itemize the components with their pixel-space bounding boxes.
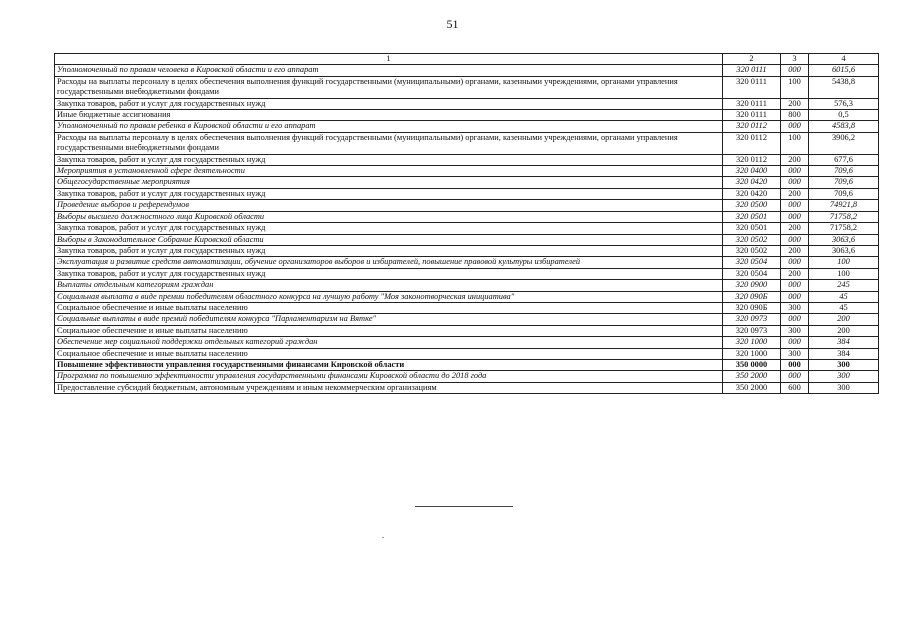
row-name-cell: Закупка товаров, работ и услуг для государственных нужд xyxy=(55,188,723,199)
row-name-cell: Расходы на выплаты персоналу в целях обеспечения выполнения функций государственными (муниципальными) органами, казенными учреждениями, органами управления государственными внебюджетными фондами xyxy=(55,132,723,154)
row-name-cell: Эксплуатация и развитие средств автоматизации, обучение организаторов выборов и избирателей, повышение правовой культуры избирателей xyxy=(55,257,723,268)
row-sum-cell: 45 xyxy=(809,302,879,313)
table-row xyxy=(55,200,879,211)
row-name-cell: Социальное обеспечение и иные выплаты населению xyxy=(55,348,723,359)
table-row xyxy=(55,359,879,370)
row-code-cell: 320 1000 xyxy=(723,337,781,348)
row-code-cell: 320 0501 xyxy=(723,223,781,234)
row-name-cell: Мероприятия в установленной сфере деятельности xyxy=(55,166,723,177)
end-rule xyxy=(415,506,513,507)
row-name-cell: Выборы в Законодательное Собрание Кировской области xyxy=(55,234,723,245)
row-code-cell: 320 0504 xyxy=(723,257,781,268)
row-name-cell: Закупка товаров, работ и услуг для государственных нужд xyxy=(55,98,723,109)
row-code-cell: 320 0111 xyxy=(723,76,781,98)
row-sum-cell: 677,6 xyxy=(809,154,879,165)
table-body xyxy=(55,65,879,394)
table-row xyxy=(55,234,879,245)
row-vr-cell: 300 xyxy=(781,302,809,313)
row-code-cell: 320 0502 xyxy=(723,245,781,256)
row-vr-cell: 000 xyxy=(781,177,809,188)
row-vr-cell: 200 xyxy=(781,188,809,199)
row-sum-cell: 3063,6 xyxy=(809,245,879,256)
row-vr-cell: 200 xyxy=(781,154,809,165)
row-code-cell: 350 0000 xyxy=(723,359,781,370)
row-code-cell: 320 0400 xyxy=(723,166,781,177)
row-code-cell: 320 0111 xyxy=(723,110,781,121)
row-name-cell: Обеспечение мер социальной поддержки отдельных категорий граждан xyxy=(55,337,723,348)
row-code-cell: 350 2000 xyxy=(723,371,781,382)
row-sum-cell: 200 xyxy=(809,314,879,325)
row-sum-cell: 100 xyxy=(809,257,879,268)
row-vr-cell: 000 xyxy=(781,371,809,382)
row-vr-cell: 000 xyxy=(781,166,809,177)
row-sum-cell: 3063,6 xyxy=(809,234,879,245)
row-vr-cell: 100 xyxy=(781,132,809,154)
row-sum-cell: 300 xyxy=(809,371,879,382)
table-row xyxy=(55,132,879,154)
header-col-4: 4 xyxy=(809,54,879,65)
row-code-cell: 320 0112 xyxy=(723,121,781,132)
row-sum-cell: 200 xyxy=(809,325,879,336)
row-sum-cell: 709,6 xyxy=(809,188,879,199)
table-row xyxy=(55,65,879,76)
row-code-cell: 320 0420 xyxy=(723,188,781,199)
row-code-cell: 320 090Б xyxy=(723,291,781,302)
row-name-cell: Закупка товаров, работ и услуг для государственных нужд xyxy=(55,245,723,256)
row-code-cell: 320 0973 xyxy=(723,325,781,336)
row-sum-cell: 6015,6 xyxy=(809,65,879,76)
row-name-cell: Закупка товаров, работ и услуг для государственных нужд xyxy=(55,154,723,165)
row-code-cell: 320 0112 xyxy=(723,132,781,154)
table-row xyxy=(55,177,879,188)
header-col-3: 3 xyxy=(781,54,809,65)
table-row xyxy=(55,371,879,382)
row-name-cell: Предоставление субсидий бюджетным, автономным учреждениям и иным некоммерческим организациям xyxy=(55,382,723,393)
row-name-cell: Программа по повышению эффективности управления государственными финансами Кировской области до 2018 года xyxy=(55,371,723,382)
row-vr-cell: 100 xyxy=(781,76,809,98)
row-code-cell: 320 0973 xyxy=(723,314,781,325)
row-code-cell: 320 0111 xyxy=(723,65,781,76)
scan-speck xyxy=(382,537,384,538)
row-name-cell: Иные бюджетные ассигнования xyxy=(55,110,723,121)
table-row xyxy=(55,314,879,325)
row-sum-cell: 45 xyxy=(809,291,879,302)
row-sum-cell: 3906,2 xyxy=(809,132,879,154)
row-sum-cell: 709,6 xyxy=(809,166,879,177)
row-vr-cell: 000 xyxy=(781,65,809,76)
row-sum-cell: 4583,8 xyxy=(809,121,879,132)
table-row xyxy=(55,337,879,348)
row-name-cell: Проведение выборов и референдумов xyxy=(55,200,723,211)
row-code-cell: 320 0501 xyxy=(723,211,781,222)
header-col-2: 2 xyxy=(723,54,781,65)
row-name-cell: Уполномоченный по правам человека в Кировской области и его аппарат xyxy=(55,65,723,76)
table-row xyxy=(55,121,879,132)
row-vr-cell: 200 xyxy=(781,268,809,279)
row-name-cell: Расходы на выплаты персоналу в целях обеспечения выполнения функций государственными (муниципальными) органами, казенными учреждениями, органами управления государственными внебюджетными фондами xyxy=(55,76,723,98)
row-sum-cell: 74921,8 xyxy=(809,200,879,211)
table-row xyxy=(55,325,879,336)
row-vr-cell: 000 xyxy=(781,121,809,132)
table-row xyxy=(55,280,879,291)
row-sum-cell: 384 xyxy=(809,348,879,359)
row-code-cell: 320 090Б xyxy=(723,302,781,313)
row-vr-cell: 000 xyxy=(781,337,809,348)
table-header-row xyxy=(55,54,879,65)
row-vr-cell: 200 xyxy=(781,245,809,256)
row-name-cell: Социальное обеспечение и иные выплаты населению xyxy=(55,302,723,313)
row-vr-cell: 300 xyxy=(781,348,809,359)
row-code-cell: 320 0504 xyxy=(723,268,781,279)
row-name-cell: Закупка товаров, работ и услуг для государственных нужд xyxy=(55,268,723,279)
row-vr-cell: 800 xyxy=(781,110,809,121)
table-row xyxy=(55,291,879,302)
table-row xyxy=(55,382,879,393)
row-code-cell: 320 1000 xyxy=(723,348,781,359)
row-code-cell: 320 0900 xyxy=(723,280,781,291)
row-code-cell: 320 0500 xyxy=(723,200,781,211)
row-vr-cell: 300 xyxy=(781,325,809,336)
table-row xyxy=(55,166,879,177)
row-vr-cell: 000 xyxy=(781,314,809,325)
row-sum-cell: 384 xyxy=(809,337,879,348)
table-row xyxy=(55,348,879,359)
row-sum-cell: 71758,2 xyxy=(809,211,879,222)
table-row xyxy=(55,154,879,165)
row-name-cell: Выплаты отдельным категориям граждан xyxy=(55,280,723,291)
row-sum-cell: 300 xyxy=(809,359,879,370)
row-sum-cell: 709,6 xyxy=(809,177,879,188)
header-col-1: 1 xyxy=(55,54,723,65)
row-code-cell: 320 0112 xyxy=(723,154,781,165)
table-row xyxy=(55,302,879,313)
table-row xyxy=(55,245,879,256)
row-name-cell: Общегосударственные мероприятия xyxy=(55,177,723,188)
row-sum-cell: 300 xyxy=(809,382,879,393)
table-row xyxy=(55,268,879,279)
row-sum-cell: 0,5 xyxy=(809,110,879,121)
row-name-cell: Выборы высшего должностного лица Кировской области xyxy=(55,211,723,222)
table-row xyxy=(55,211,879,222)
row-name-cell: Уполномоченный по правам ребенка в Кировской области и его аппарат xyxy=(55,121,723,132)
row-vr-cell: 000 xyxy=(781,280,809,291)
page-number: 51 xyxy=(446,17,459,31)
row-vr-cell: 000 xyxy=(781,359,809,370)
row-vr-cell: 000 xyxy=(781,211,809,222)
row-vr-cell: 200 xyxy=(781,98,809,109)
row-sum-cell: 245 xyxy=(809,280,879,291)
table-row xyxy=(55,223,879,234)
row-vr-cell: 000 xyxy=(781,200,809,211)
row-vr-cell: 000 xyxy=(781,257,809,268)
row-sum-cell: 100 xyxy=(809,268,879,279)
row-code-cell: 350 2000 xyxy=(723,382,781,393)
row-vr-cell: 200 xyxy=(781,223,809,234)
row-name-cell: Социальные выплаты в виде премий победителям конкурса "Парламентаризм на Вятке" xyxy=(55,314,723,325)
row-sum-cell: 576,3 xyxy=(809,98,879,109)
row-code-cell: 320 0111 xyxy=(723,98,781,109)
row-code-cell: 320 0502 xyxy=(723,234,781,245)
budget-table xyxy=(54,53,879,394)
table-row xyxy=(55,98,879,109)
row-vr-cell: 000 xyxy=(781,234,809,245)
row-name-cell: Закупка товаров, работ и услуг для государственных нужд xyxy=(55,223,723,234)
row-name-cell: Социальная выплата в виде премии победителям областного конкурса на лучшую работу "Моя законотворческая инициатива" xyxy=(55,291,723,302)
table-row xyxy=(55,76,879,98)
row-name-cell: Повышение эффективности управления государственными финансами Кировской области xyxy=(55,359,723,370)
table-row xyxy=(55,257,879,268)
row-code-cell: 320 0420 xyxy=(723,177,781,188)
row-vr-cell: 600 xyxy=(781,382,809,393)
table-row xyxy=(55,110,879,121)
row-sum-cell: 71758,2 xyxy=(809,223,879,234)
row-vr-cell: 000 xyxy=(781,291,809,302)
row-name-cell: Социальное обеспечение и иные выплаты населению xyxy=(55,325,723,336)
row-sum-cell: 5438,8 xyxy=(809,76,879,98)
table-row xyxy=(55,188,879,199)
